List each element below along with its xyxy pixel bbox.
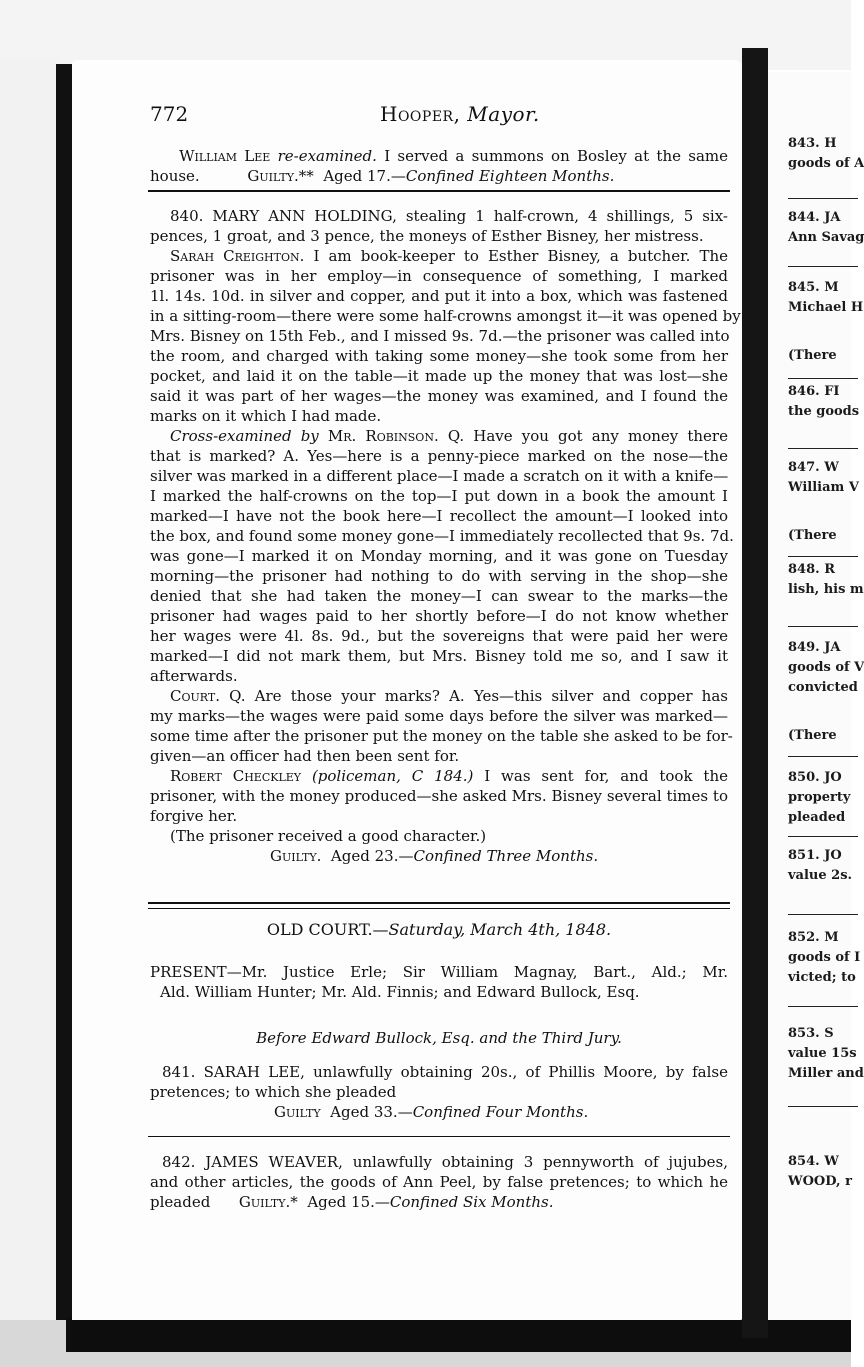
rp-line: value 15s xyxy=(788,1046,857,1061)
text-line: my marks—the wages were paid some days before the silver was marked— xyxy=(150,707,728,725)
rp-line: (There xyxy=(788,528,837,543)
rp-line: 853. S xyxy=(788,1026,834,1041)
present-block xyxy=(150,962,728,1002)
running-head-title: Mayor. xyxy=(467,102,540,126)
present-line: PRESENT—Mr. Justice Erle; Sir William Magnay, Bart., Ald.; Mr. xyxy=(150,963,728,981)
text-line: afterwards. xyxy=(150,667,238,685)
age: Aged 33.— xyxy=(330,1103,413,1121)
verdict: Guilty.** xyxy=(247,167,314,185)
rp-line: convicted xyxy=(788,680,858,695)
verdict: Guilty.* xyxy=(238,1193,298,1211)
sentence: Confined Eighteen Months. xyxy=(405,167,615,185)
case-842 xyxy=(150,1152,728,1212)
case-840 xyxy=(150,206,741,866)
rp-line: 849. JA xyxy=(788,640,841,655)
witness-name: Sarah Creighton. xyxy=(170,247,305,265)
rp-line: the goods xyxy=(788,404,860,419)
verdict: Guilty. xyxy=(270,847,322,865)
testimony-text: I served a summons on Bosley at the same xyxy=(384,147,728,165)
text-line: denied that she had taken the money—I can swear to the marks—the xyxy=(150,587,728,605)
rp-line: Miller and xyxy=(788,1066,864,1081)
sentence: Confined Four Months. xyxy=(412,1103,589,1121)
text-line: said it was part of her wages—the money was examined, and I found the xyxy=(150,387,728,405)
text-line xyxy=(150,686,728,706)
court-date: Saturday, March 4th, 1848. xyxy=(388,920,612,939)
rp-line: (There xyxy=(788,728,837,743)
age: Aged 17.— xyxy=(323,167,406,185)
rp-line: 846. FI xyxy=(788,384,840,399)
rp-line: Ann Savag xyxy=(788,230,864,245)
text-line: I marked the half-crowns on the top—I put down in a book the amount I xyxy=(150,487,728,505)
running-head-name: Hooper, xyxy=(380,102,461,126)
text-line: marked—I have not the book here—I recollect the amount—I looked into xyxy=(150,507,728,525)
rp-rule xyxy=(788,914,858,915)
section-double-rule xyxy=(148,902,730,909)
sentence: Confined Three Months. xyxy=(413,847,599,865)
court-heading xyxy=(150,920,728,940)
rp-rule xyxy=(788,1006,858,1007)
running-head xyxy=(380,102,540,126)
text-line xyxy=(150,426,728,446)
rp-line: lish, his m xyxy=(788,582,864,597)
case-title-line: and other articles, the goods of Ann Peel, by false pretences; to which he xyxy=(150,1173,728,1191)
running-header xyxy=(150,102,740,128)
text-line: forgive her. xyxy=(150,807,238,825)
rp-line: 844. JA xyxy=(788,210,841,225)
rp-line: Michael H xyxy=(788,300,864,315)
text-line: Mrs. Bisney on 15th Feb., and I missed 9s. 7d.—the prisoner was called into xyxy=(150,327,730,345)
case-title-line: pretences; to which she pleaded xyxy=(150,1083,397,1101)
section-rule xyxy=(148,1136,730,1137)
testimony-text: house. xyxy=(150,167,200,185)
case-title-line: pences, 1 groat, and 3 pence, the moneys of Esther Bisney, her mistress. xyxy=(150,227,704,245)
rp-line: William V xyxy=(788,480,859,495)
text-line: some time after the prisoner put the money on the table she asked to be for- xyxy=(150,727,733,745)
case-title-line: 842. JAMES WEAVER, unlawfully obtaining 3 pennyworth of jujubes, xyxy=(162,1153,728,1171)
rp-rule xyxy=(788,626,858,627)
rp-line: 850. JO xyxy=(788,770,842,785)
rp-line: property xyxy=(788,790,851,805)
witness-name: William Lee xyxy=(179,147,271,165)
cross-exam-label: Cross-examined by xyxy=(170,427,319,445)
witness-role: re-examined. xyxy=(277,147,377,165)
text-line xyxy=(150,246,728,266)
page-number: 772 xyxy=(150,102,189,126)
rp-rule xyxy=(788,198,858,199)
text-line xyxy=(150,146,728,166)
rp-line: (There xyxy=(788,348,837,363)
text-line: in a sitting-room—there were some half-crowns amongst it—it was opened by xyxy=(150,307,741,325)
witness-name: Robert Checkley xyxy=(170,767,302,785)
rp-line: 851. JO xyxy=(788,848,842,863)
previous-case-tail xyxy=(150,146,728,186)
character-note: (The prisoner received a good character.) xyxy=(170,827,487,845)
verdict-line xyxy=(150,1102,728,1122)
rp-line: 852. M xyxy=(788,930,839,945)
text-line: the room, and charged with taking some money—she took some from her xyxy=(150,347,728,365)
witness-role: (policeman, C 184.) xyxy=(311,767,474,785)
testimony-text: I am book-keeper to Esther Bisney, a butcher. The xyxy=(313,247,728,265)
court-session xyxy=(150,920,728,940)
testimony-text: Q. Are those your marks? A. Yes—this silver and copper has xyxy=(229,687,728,705)
before-line-block xyxy=(150,1028,728,1048)
rp-line: 854. W xyxy=(788,1154,839,1169)
rp-rule xyxy=(788,448,858,449)
text-line: pocket, and laid it on the table—it made up the money that was lost—she xyxy=(150,367,728,385)
rp-line: value 2s. xyxy=(788,868,853,883)
court-name: OLD COURT.— xyxy=(266,920,389,939)
text-line: morning—the prisoner had nothing to do with serving in the shop—she xyxy=(150,567,728,585)
age: Aged 23.— xyxy=(330,847,414,865)
rp-rule xyxy=(788,836,858,837)
rp-line: 847. W xyxy=(788,460,839,475)
present-line: Ald. William Hunter; Mr. Ald. Finnis; and Edward Bullock, Esq. xyxy=(160,983,640,1001)
rp-line: goods of I xyxy=(788,950,861,965)
testimony-text: Q. Have you got any money there xyxy=(447,427,728,445)
book-left-edge xyxy=(56,64,72,1344)
rp-line: pleaded xyxy=(788,810,846,825)
rp-rule xyxy=(788,1106,858,1107)
rp-line: goods of V xyxy=(788,660,864,675)
rp-rule xyxy=(788,556,858,557)
case-title-line: 841. SARAH LEE, unlawfully obtaining 20s., of Phillis Moore, by false xyxy=(162,1063,728,1081)
testimony-text: pleaded xyxy=(150,1193,211,1211)
rp-rule xyxy=(788,266,858,267)
court-label: Court. xyxy=(170,687,220,705)
text-line: prisoner, with the money produced—she asked Mrs. Bisney several times to xyxy=(150,787,728,805)
text-line xyxy=(150,166,728,186)
text-line: was gone—I marked it on Monday morning, and it was gone on Tuesday xyxy=(150,547,728,565)
rp-line: victed; to xyxy=(788,970,856,985)
rp-rule xyxy=(788,756,858,757)
rp-rule xyxy=(788,378,858,379)
sentence: Confined Six Months. xyxy=(389,1193,554,1211)
verdict: Guilty xyxy=(274,1103,321,1121)
rp-line: 845. M xyxy=(788,280,839,295)
age: Aged 15.— xyxy=(307,1193,390,1211)
text-line: the box, and found some money gone—I immediately recollected that 9s. 7d. xyxy=(150,527,734,545)
testimony-text: I was sent for, and took the xyxy=(484,767,728,785)
text-line: prisoner was in her employ—in consequence of something, I marked xyxy=(150,267,728,285)
rp-line: 848. R xyxy=(788,562,835,577)
text-line xyxy=(150,766,728,786)
text-line: prisoner had wages paid to her shortly before—I do not know whether xyxy=(150,607,728,625)
counsel-name: Mr. Robinson. xyxy=(327,427,439,445)
book-gutter xyxy=(742,48,768,1338)
rp-line: goods of A xyxy=(788,156,864,171)
text-line: marks on it which I had made. xyxy=(150,407,382,425)
case-title-line: 840. MARY ANN HOLDING, stealing 1 half-crown, 4 shillings, 5 six- xyxy=(170,207,728,225)
text-line: marked—I did not mark them, but Mrs. Bisney told me so, and I saw it xyxy=(150,647,728,665)
text-line: her wages were 4l. 8s. 9d., but the sovereigns that were paid her were xyxy=(150,627,728,645)
verdict-line xyxy=(150,846,728,866)
text-line: silver was marked in a different place—I made a scratch on it with a knife— xyxy=(150,467,729,485)
rp-line: 843. H xyxy=(788,136,837,151)
text-line: given—an officer had then been sent for. xyxy=(150,747,460,765)
text-line: 1l. 14s. 10d. in silver and copper, and put it into a box, which was fastened xyxy=(150,287,728,305)
scan-background-left xyxy=(0,60,58,1367)
right-page-fragment xyxy=(768,72,864,1320)
book-bottom-edge xyxy=(66,1318,851,1352)
before-line: Before Edward Bullock, Esq. and the Third Jury. xyxy=(256,1029,622,1047)
section-rule xyxy=(148,190,730,192)
verdict-line xyxy=(150,1192,728,1212)
rp-line: WOOD, r xyxy=(788,1174,852,1189)
text-line: that is marked? A. Yes—here is a penny-piece marked on the nose—the xyxy=(150,447,728,465)
case-841 xyxy=(150,1062,728,1122)
